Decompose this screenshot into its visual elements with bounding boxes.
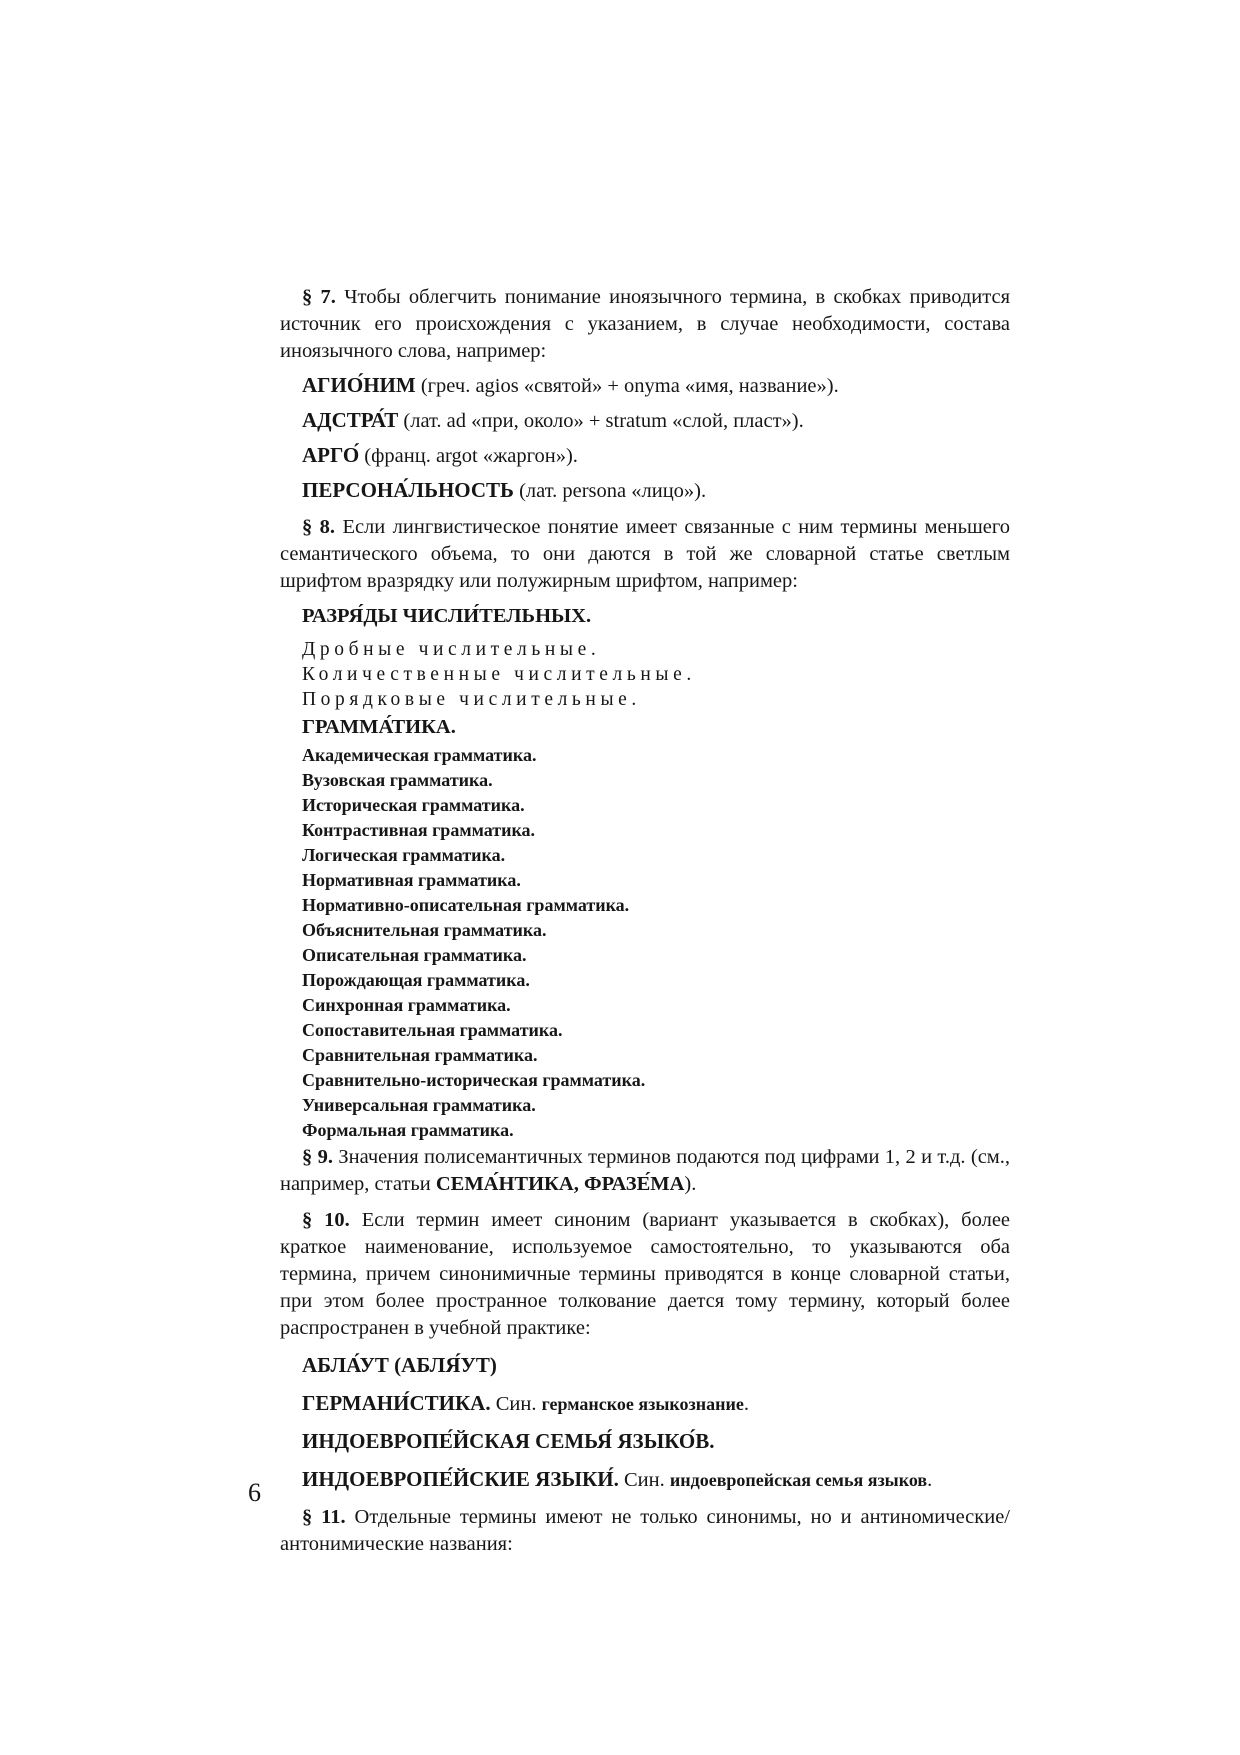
section-number: § 7. (302, 286, 336, 308)
list-item: Объяснительная грамматика. (302, 920, 547, 940)
text-block (280, 284, 1010, 1558)
list-item: Сопоставительная грамматика. (302, 1020, 563, 1040)
synonym: германское языкознание (541, 1394, 744, 1414)
synonym: индоевропейская семья языков (669, 1470, 928, 1490)
list-item: Сравнительно-историческая грамматика. (302, 1070, 646, 1090)
section-number: § 10. (302, 1209, 350, 1231)
list-item: Контрастивная грамматика. (302, 820, 536, 840)
paragraph-10 (280, 1207, 1010, 1342)
example-term: АГИО́НИМ (греч. agios «святой» + onyma «имя, название»). (302, 373, 839, 397)
headword: РАЗРЯ́ДЫ ЧИСЛИ́ТЕЛЬНЫХ. (302, 605, 592, 627)
paragraph-9: § 9. Значения полисемантичных терминов подаются под цифрами 1, 2 и т.д. (см., например, статьи СЕМА́НТИКА, ФРАЗЕ́МА). (280, 1146, 1011, 1195)
paragraph-text: Чтобы облегчить понимание иноязычного термина, в скобках приводится источник его происхождения с указанием, в случае необходимости, состава иноязычного слова, например: (280, 286, 1011, 362)
example-term: ИНДОЕВРОПЕ́ЙСКИЕ ЯЗЫКИ́. Син. индоевропейская семья языков. (302, 1467, 933, 1491)
example-term: АБЛА́УТ (АБЛЯ́УТ) (302, 1353, 497, 1377)
section-number: § 8. (302, 516, 336, 538)
list-item: Универсальная грамматика. (302, 1095, 536, 1115)
spaced-subterm: Порядковые числительные. (302, 689, 641, 710)
paragraph-text: Если лингвистическое понятие имеет связанные с ним термины меньшего семантического объема, то они даются в той же словарной статье светлым шрифтом вразрядку или полужирным шрифтом, например: (280, 516, 1011, 592)
section-number: § 11. (302, 1506, 346, 1528)
list-item: Формальная грамматика. (302, 1120, 514, 1140)
list-item: Нормативная грамматика. (302, 870, 521, 890)
section-number: § 9. (302, 1146, 333, 1168)
list-item: Описательная грамматика. (302, 945, 527, 965)
list-item: Порождающая грамматика. (302, 970, 530, 990)
example-term: ПЕРСОНА́ЛЬНОСТЬ (лат. persona «лицо»). (302, 478, 707, 502)
example-term: АДСТРА́Т (лат. ad «при, около» + stratum «слой, пласт»). (302, 408, 804, 432)
list-item: Историческая грамматика. (302, 795, 525, 815)
page-number: 6 (248, 1478, 261, 1507)
example-term: ИНДОЕВРОПЕ́ЙСКАЯ СЕМЬЯ́ ЯЗЫКО́В. (302, 1429, 715, 1453)
cross-reference: СЕМА́НТИКА, ФРАЗЕ́МА (435, 1173, 685, 1195)
paragraph-11 (280, 1504, 1010, 1558)
list-item: Нормативно-описательная грамматика. (302, 895, 630, 915)
spaced-subterm: Дробные числительные. (302, 639, 601, 660)
headword: ГРАММА́ТИКА. (302, 716, 456, 738)
list-item: Академическая грамматика. (302, 745, 537, 765)
list-item: Сравнительная грамматика. (302, 1045, 538, 1065)
list-item: Синхронная грамматика. (302, 995, 511, 1015)
paragraph-7 (280, 284, 1010, 365)
list-item: Логическая грамматика. (302, 845, 506, 865)
example-term: АРГО́ (франц. argot «жаргон»). (302, 443, 578, 467)
list-item: Вузовская грамматика. (302, 770, 493, 790)
spaced-subterm: Количественные числительные. (302, 664, 696, 685)
example-term: ГЕРМАНИ́СТИКА. Син. германское языкознание. (302, 1391, 750, 1415)
paragraph-8 (280, 514, 1010, 595)
paragraph-text: Отдельные термины имеют не только синонимы, но и антиномические/антонимические названия: (280, 1506, 1010, 1555)
paragraph-text: Если термин имеет синоним (вариант указывается в скобках), более краткое наименование, используемое самостоятельно, то указываются оба термина, причем синонимичные термины приводятся в конце словарной статьи, при этом более пространное толкование дается тому термину, который более распространен в учебной практике: (280, 1209, 1011, 1339)
